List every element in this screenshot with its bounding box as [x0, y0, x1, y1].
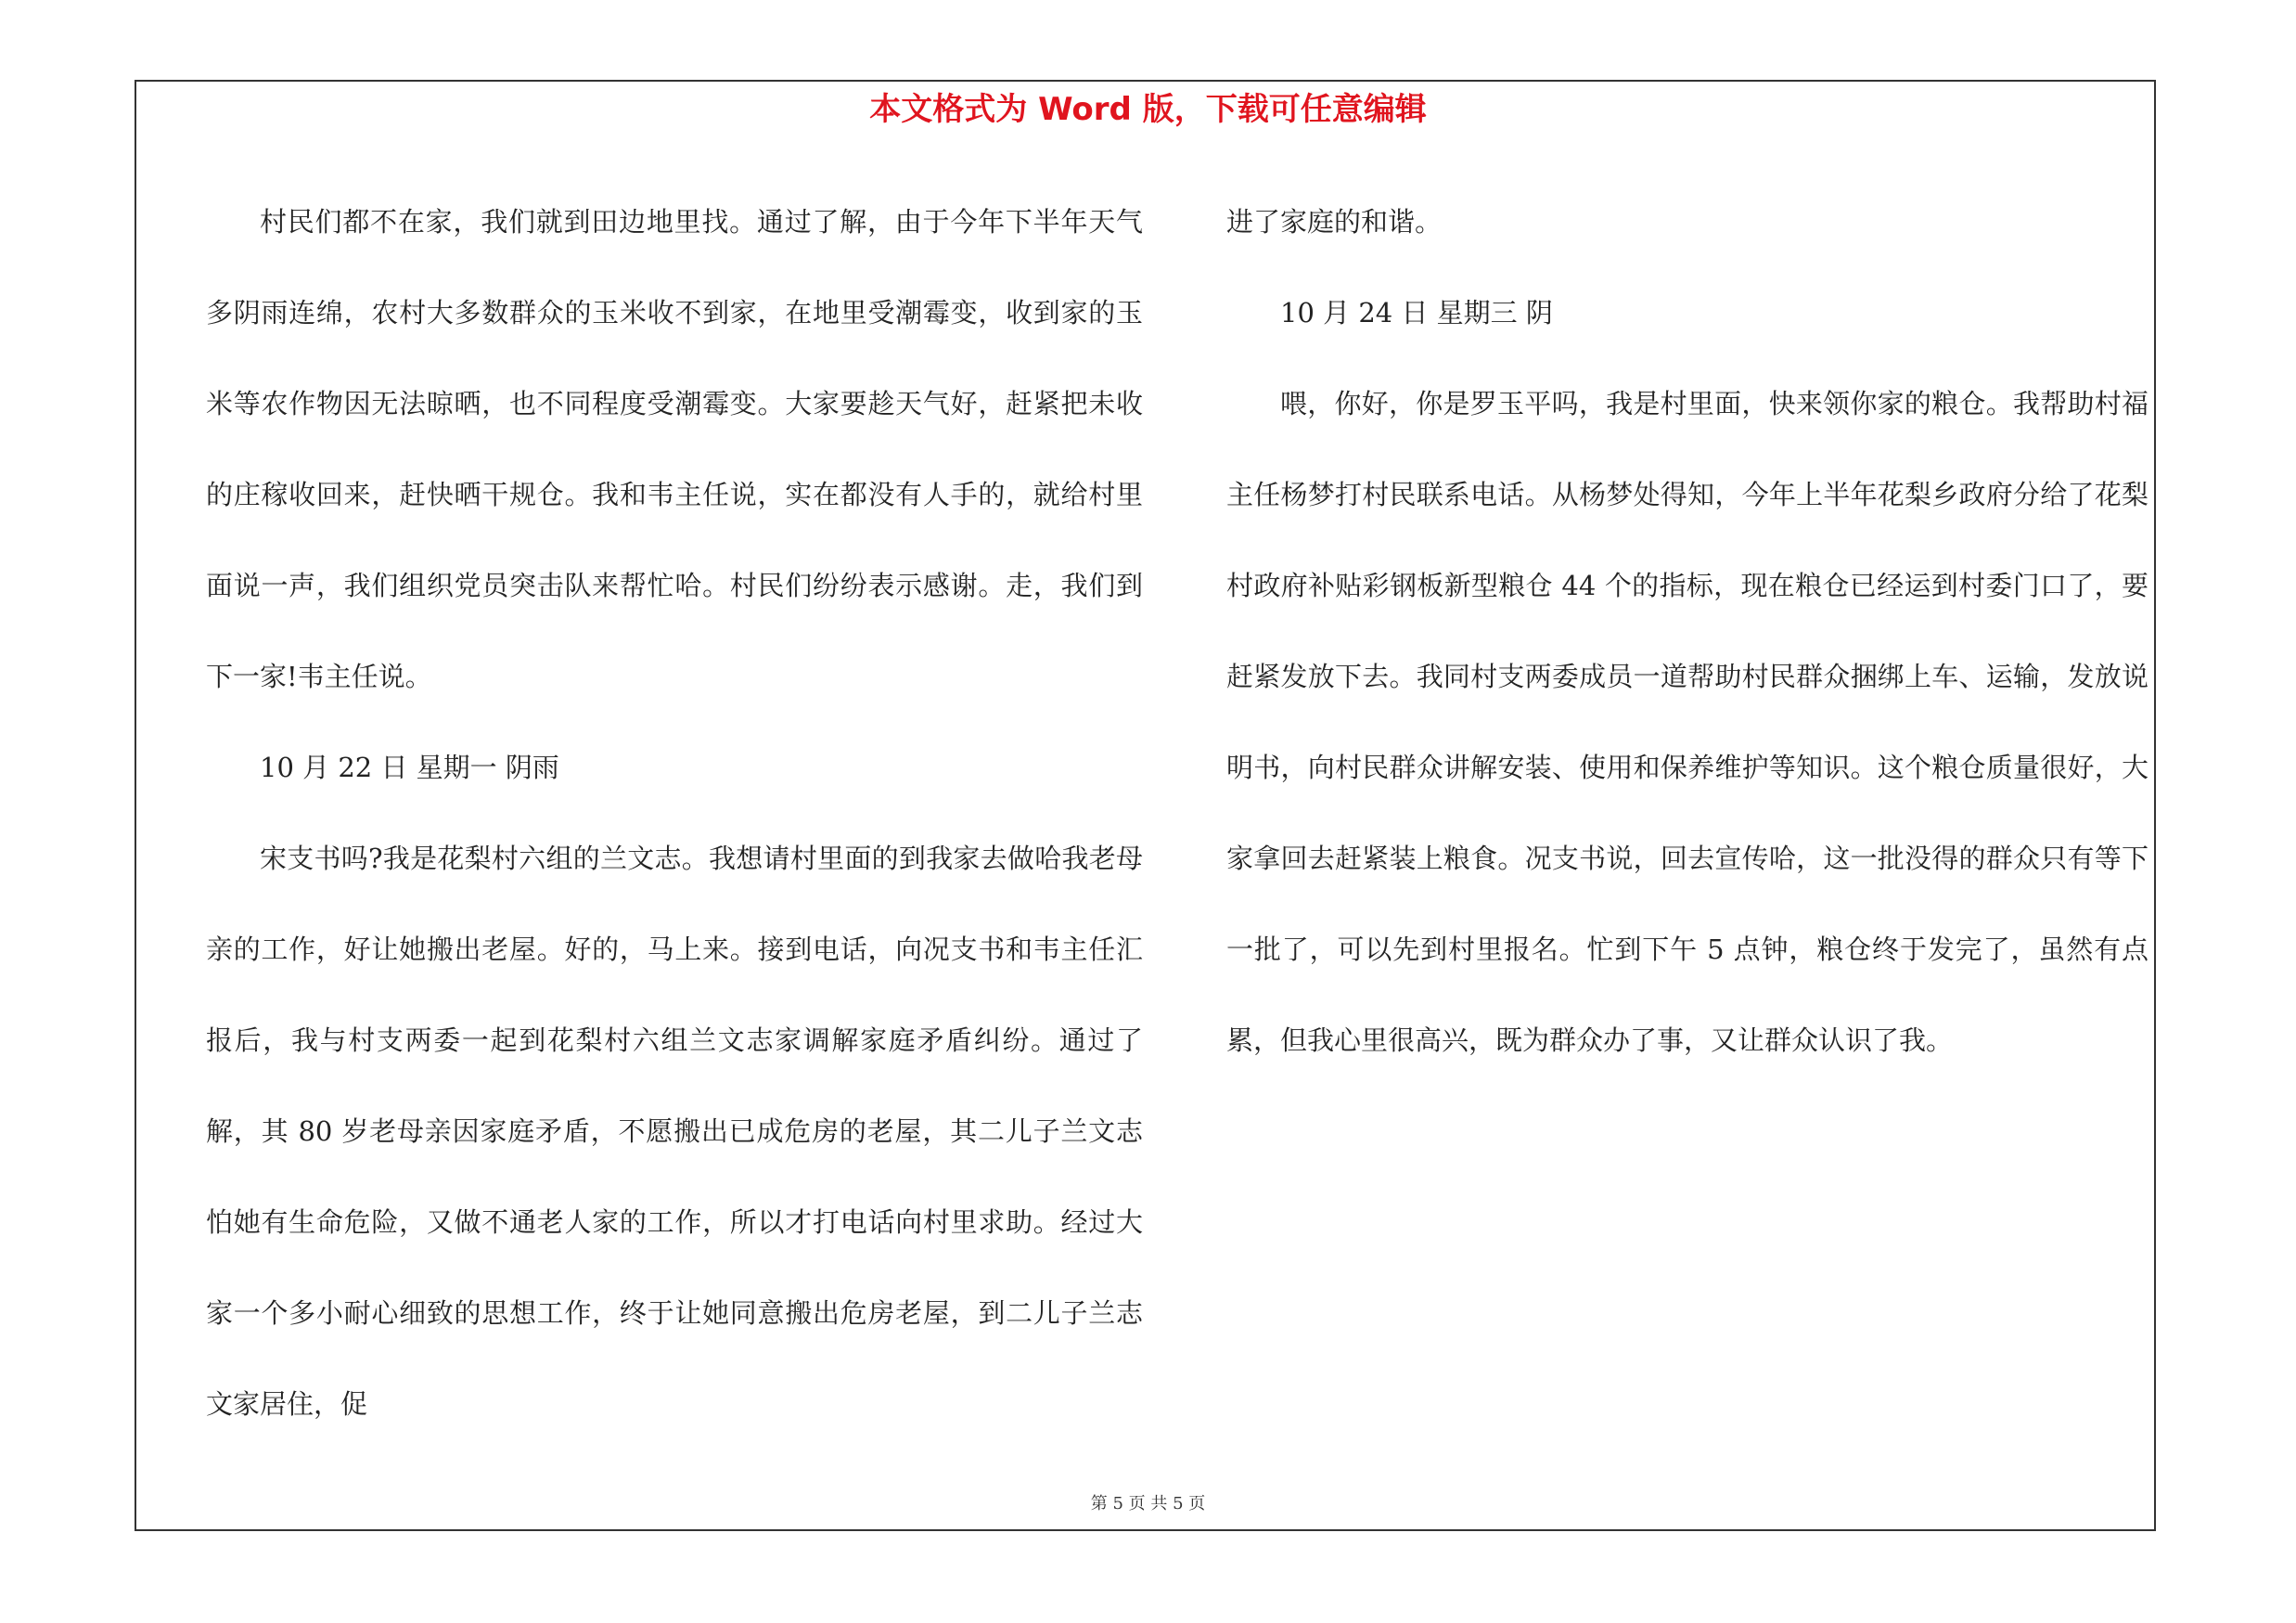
page-footer: 第 5 页 共 5 页: [1090, 1494, 1206, 1514]
paragraph-continuation: 进了家庭的和谐。: [1226, 206, 1443, 238]
paragraph: 宋支书吗?我是花梨村六组的兰文志。我想请村里面的到我家去做哈我老母亲的工作，好让她搬出老屋。好的，马上来。接到电话，向况支书和韦主任汇报后，我与村支两委一起到花梨村六组兰文志家调解家庭矛盾纠纷。通过了解，其 80 岁老母亲因家庭矛盾，不愿搬出已成危房的老屋，其二儿子兰文志怕她有生命危险，又做不通老人家的工作，所以才打电话向村里求助。经过大家一个多小耐心细致的思想工作，终于让她同意搬出危房老屋，到二儿子兰志文家居住，促: [206, 843, 1143, 1420]
left-column: [206, 176, 1143, 1449]
right-column: [1226, 176, 2148, 1086]
page-header-title: 本文格式为 Word 版，下载可任意编辑: [869, 91, 1427, 128]
date-heading: 10 月 22 日 星期一 阴雨: [260, 752, 559, 783]
paragraph: 喂，你好，你是罗玉平吗，我是村里面，快来领你家的粮仓。我帮助村福主任杨梦打村民联系电话。从杨梦处得知，今年上半年花梨乡政府分给了花梨村政府补贴彩钢板新型粮仓 44 个的指标，现在粮仓已经运到村委门口了，要赶紧发放下去。我同村支两委成员一道帮助村民群众捆绑上车、运输，发放说明书，向村民群众讲解安装、使用和保养维护等知识。这个粮仓质量很好，大家拿回去赶紧装上粮食。况支书说，回去宣传哈，这一批没得的群众只有等下一批了，可以先到村里报名。忙到下午 5 点钟，粮仓终于发完了，虽然有点累，但我心里很高兴，既为群众办了事，又让群众认识了我。: [1226, 388, 2148, 1056]
date-heading: 10 月 24 日 星期三 阴: [1280, 297, 1553, 328]
paragraph: 村民们都不在家，我们就到田边地里找。通过了解，由于今年下半年天气多阴雨连绵，农村大多数群众的玉米收不到家，在地里受潮霉变，收到家的玉米等农作物因无法晾晒，也不同程度受潮霉变。大家要趁天气好，赶紧把未收的庄稼收回来，赶快晒干规仓。我和韦主任说，实在都没有人手的，就给村里面说一声，我们组织党员突击队来帮忙哈。村民们纷纷表示感谢。走，我们到下一家!韦主任说。: [206, 206, 1143, 692]
